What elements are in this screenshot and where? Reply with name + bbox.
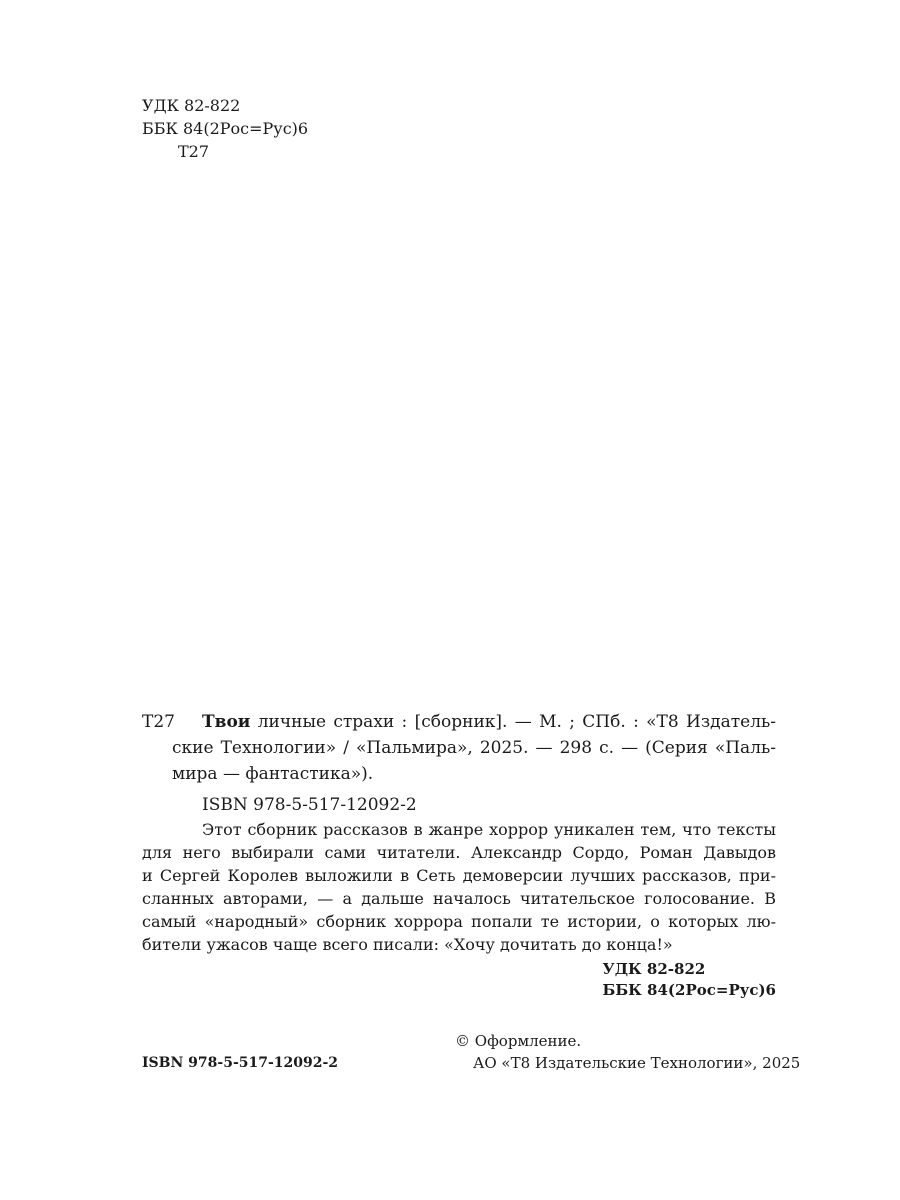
book-title-bold: Твои [202, 712, 251, 732]
bib-line-3: мира — фантастика»). [172, 764, 374, 784]
bbk-code: ББК 84(2Рос=Рус)6 [142, 119, 309, 138]
annotation-line: Этот сборник рассказов в жанре хоррор уникален тем, что тексты [202, 820, 776, 839]
author-mark-code: Т27 [142, 712, 175, 732]
annotation-line: для него выбирали сами читатели. Александр Сордо, Роман Давыдов [142, 843, 776, 862]
isbn-line: ISBN 978-5-517-12092-2 [202, 795, 417, 815]
annotation-line: сланных авторами, — а дальше началось читательское голосование. В [142, 889, 776, 908]
udk-code: УДК 82-822 [142, 96, 241, 115]
bib-line-1-rest: личные страхи : [сборник]. — М. ; СПб. : «Т8 Издатель- [250, 712, 776, 732]
copyright-notice [455, 1030, 800, 1074]
bbk-code-bold: ББК 84(2Рос=Рус)6 [602, 981, 776, 999]
bibliographic-record [142, 709, 776, 787]
udk-code-bold: УДК 82-822 [602, 960, 706, 978]
annotation [142, 818, 776, 956]
bib-line-2: ские Технологии» / «Пальмира», 2025. — 298 с. — (Серия «Паль- [172, 738, 776, 758]
bib-line-1 [202, 709, 776, 735]
author-mark: Т27 [178, 142, 210, 161]
annotation-line: бители ужасов чаще всего писали: «Хочу дочитать до конца!» [142, 935, 673, 954]
classification-codes-right [603, 959, 776, 1001]
bibliographic-entry [172, 709, 776, 787]
copyright-line-1: © Оформление. [455, 1032, 582, 1050]
copyright-line-2: АО «Т8 Издательские Технологии», 2025 [473, 1054, 801, 1072]
annotation-line: и Сергей Королев выложили в Сеть демоверсии лучших рассказов, при- [142, 866, 776, 885]
isbn-bottom: ISBN 978-5-517-12092-2 [142, 1055, 339, 1071]
classification-codes-top [142, 94, 308, 163]
annotation-line: самый «народный» сборник хоррора попали те истории, о которых лю- [142, 912, 776, 931]
